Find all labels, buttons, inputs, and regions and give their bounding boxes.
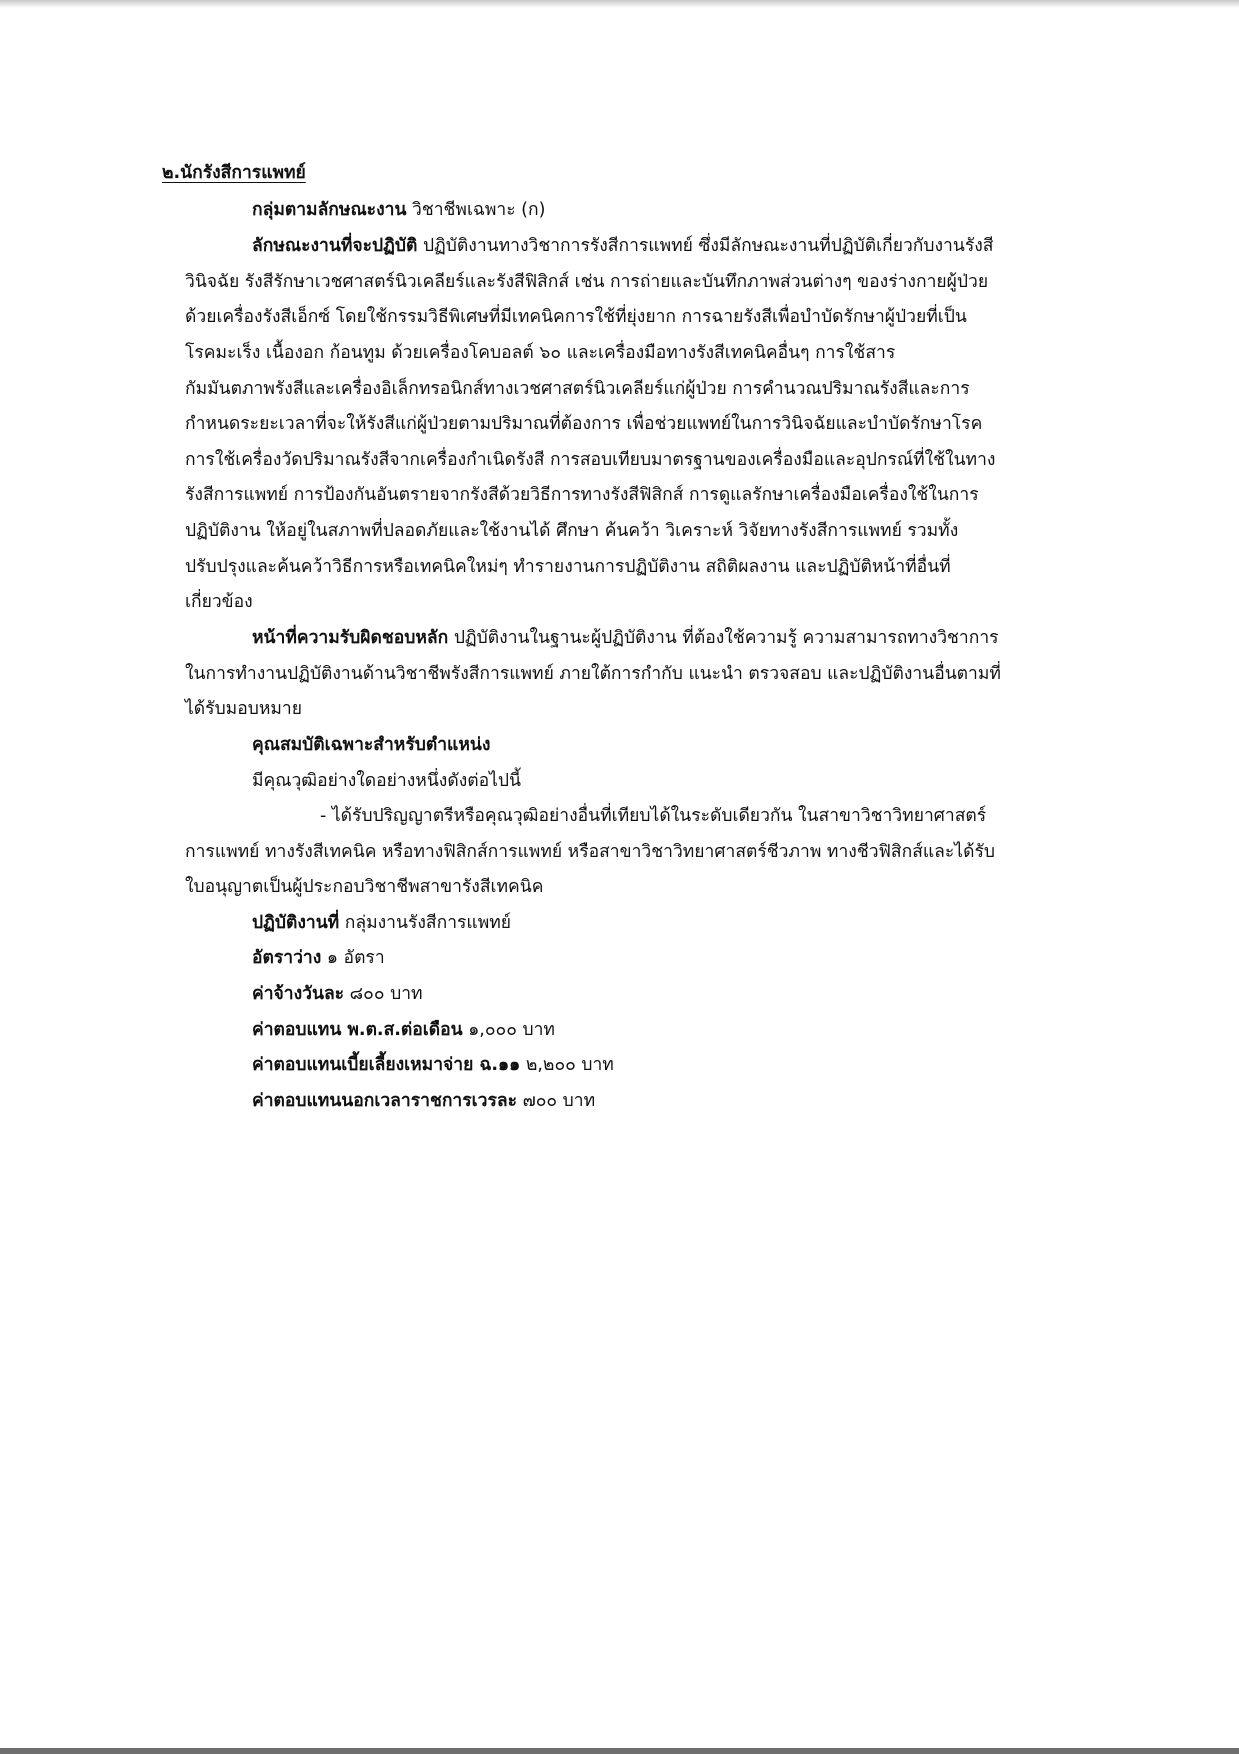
- detail-overtime-pay: [252, 1089, 595, 1113]
- job-nature-line-10: ปรับปรุงและค้นคว้าวิธีการหรือเทคนิคใหม่ๆ ทำรายงานการปฏิบัติงาน สถิติผลงาน และปฏิบัติหน้าที่อื่นที่: [185, 557, 951, 577]
- detail-lump-sum-allowance: [252, 1053, 614, 1077]
- responsibility-text: ปฏิบัติงานในฐานะผู้ปฏิบัติงาน ที่ต้องใช้ความรู้ ความสามารถทางวิชาการ: [453, 628, 999, 648]
- detail-label: อัตราว่าง: [252, 948, 322, 968]
- detail-daily-wage: [252, 982, 423, 1006]
- detail-label: ค่าตอบแทนเบี้ยเลี้ยงเหมาจ่าย ฉ.๑๑: [252, 1055, 521, 1075]
- detail-value: ๒,๒๐๐ บาท: [525, 1055, 614, 1075]
- job-nature-label: ลักษณะงานที่จะปฏิบัติ: [252, 236, 418, 256]
- job-nature-line-1: [252, 234, 993, 258]
- detail-value: ๑ อัตรา: [326, 948, 385, 968]
- responsibility-line-1: [252, 626, 999, 650]
- job-nature-line-2: วินิจฉัย รังสีรักษาเวชศาสตร์นิวเคลียร์และรังสีฟิสิกส์ เช่น การถ่ายและบันทึกภาพส่วนต่างๆ ของร่างกายผู้ป่วย: [185, 272, 989, 292]
- responsibility-line-3: ได้รับมอบหมาย: [185, 699, 302, 719]
- detail-monthly-allowance: [252, 1018, 555, 1042]
- section-heading: ๒.นักรังสีการแพทย์: [162, 163, 306, 183]
- qualification-line-3: ใบอนุญาตเป็นผู้ประกอบวิชาชีพสาขารังสีเทคนิค: [185, 877, 544, 897]
- detail-value: ๑,๐๐๐ บาท: [468, 1020, 555, 1040]
- detail-value: ๘๐๐ บาท: [349, 984, 423, 1004]
- job-nature-line-7: การใช้เครื่องวัดปริมาณรังสีจากเครื่องกำเนิดรังสี การสอบเทียบมาตรฐานของเครื่องมือและอุปกรณ์ที่ใช้ในทาง: [185, 450, 996, 470]
- job-nature-line-6: กำหนดระยะเวลาที่จะให้รังสีแก่ผู้ป่วยตามปริมาณที่ต้องการ เพื่อช่วยแพทย์ในการวินิจฉัยและบำบัดรักษาโรค: [185, 414, 983, 434]
- job-nature-line-11: เกี่ยวข้อง: [185, 592, 253, 612]
- detail-label: ค่าตอบแทนนอกเวลาราชการเวรละ: [252, 1091, 517, 1111]
- detail-value: ๗๐๐ บาท: [522, 1091, 596, 1111]
- job-nature-line-3: ด้วยเครื่องรังสีเอ็กซ์ โดยใช้กรรมวิธีพิเศษที่มีเทคนิคการใช้ที่ยุ่งยาก การฉายรังสีเพื่อบำบัดรักษาผู้ป่วยที่เป็น: [185, 307, 967, 327]
- job-nature-line-9: ปฏิบัติงาน ให้อยู่ในสภาพที่ปลอดภัยและใช้งานได้ ศึกษา ค้นคว้า วิเคราะห์ วิจัยทางรังสีการแพทย์ รวมทั้ง: [185, 521, 959, 541]
- group-value: วิชาชีพเฉพาะ (ก): [412, 200, 546, 220]
- detail-value: กลุ่มงานรังสีการแพทย์: [344, 913, 512, 933]
- responsibility-label: หน้าที่ความรับผิดชอบหลัก: [252, 628, 449, 648]
- qualification-label: คุณสมบัติเฉพาะสำหรับตำแหน่ง: [252, 735, 491, 755]
- detail-label: ค่าตอบแทน พ.ต.ส.ต่อเดือน: [252, 1020, 463, 1040]
- qualification-intro: มีคุณวุฒิอย่างใดอย่างหนึ่งดังต่อไปนี้: [252, 771, 521, 791]
- detail-label: ค่าจ้างวันละ: [252, 984, 345, 1004]
- qualification-line-2: การแพทย์ ทางรังสีเทคนิค หรือทางฟิสิกส์การแพทย์ หรือสาขาวิชาวิทยาศาสตร์ชีวภาพ ทางชีวฟิสิกส์และได้รับ: [185, 842, 995, 862]
- responsibility-line-2: ในการทำงานปฏิบัติงานด้านวิชาชีพรังสีการแพทย์ ภายใต้การกำกับ แนะนำ ตรวจสอบ และปฏิบัติงานอื่นตามที่: [185, 664, 1001, 684]
- detail-label: ปฏิบัติงานที่: [252, 913, 340, 933]
- detail-workplace: [252, 911, 511, 935]
- group-label: กลุ่มตามลักษณะงาน: [252, 200, 407, 220]
- group-line: [252, 198, 545, 222]
- job-nature-text: ปฏิบัติงานทางวิชาการรังสีการแพทย์ ซึ่งมีลักษณะงานที่ปฏิบัติเกี่ยวกับงานรังสี: [422, 236, 994, 256]
- scan-edge-bottom: [0, 1748, 1239, 1754]
- qualification-line-1: - ได้รับปริญญาตรีหรือคุณวุฒิอย่างอื่นที่เทียบได้ในระดับเดียวกัน ในสาขาวิชาวิทยาศาสตร์: [320, 806, 987, 826]
- job-nature-line-8: รังสีการแพทย์ การป้องกันอันตรายจากรังสีด้วยวิธีการทางรังสีฟิสิกส์ การดูแลรักษาเครื่องมือเครื่องใช้ในการ: [185, 485, 979, 505]
- detail-vacancy: [252, 946, 385, 970]
- job-nature-line-5: กัมมันตภาพรังสีและเครื่องอิเล็กทรอนิกส์ทางเวชศาสตร์นิวเคลียร์แก่ผู้ป่วย การคำนวณปริมาณรังสีและการ: [185, 379, 970, 399]
- job-nature-line-4: โรคมะเร็ง เนื้องอก ก้อนทูม ด้วยเครื่องโคบอลต์ ๖๐ และเครื่องมือทางรังสีเทคนิคอื่นๆ การใช้สาร: [185, 343, 896, 363]
